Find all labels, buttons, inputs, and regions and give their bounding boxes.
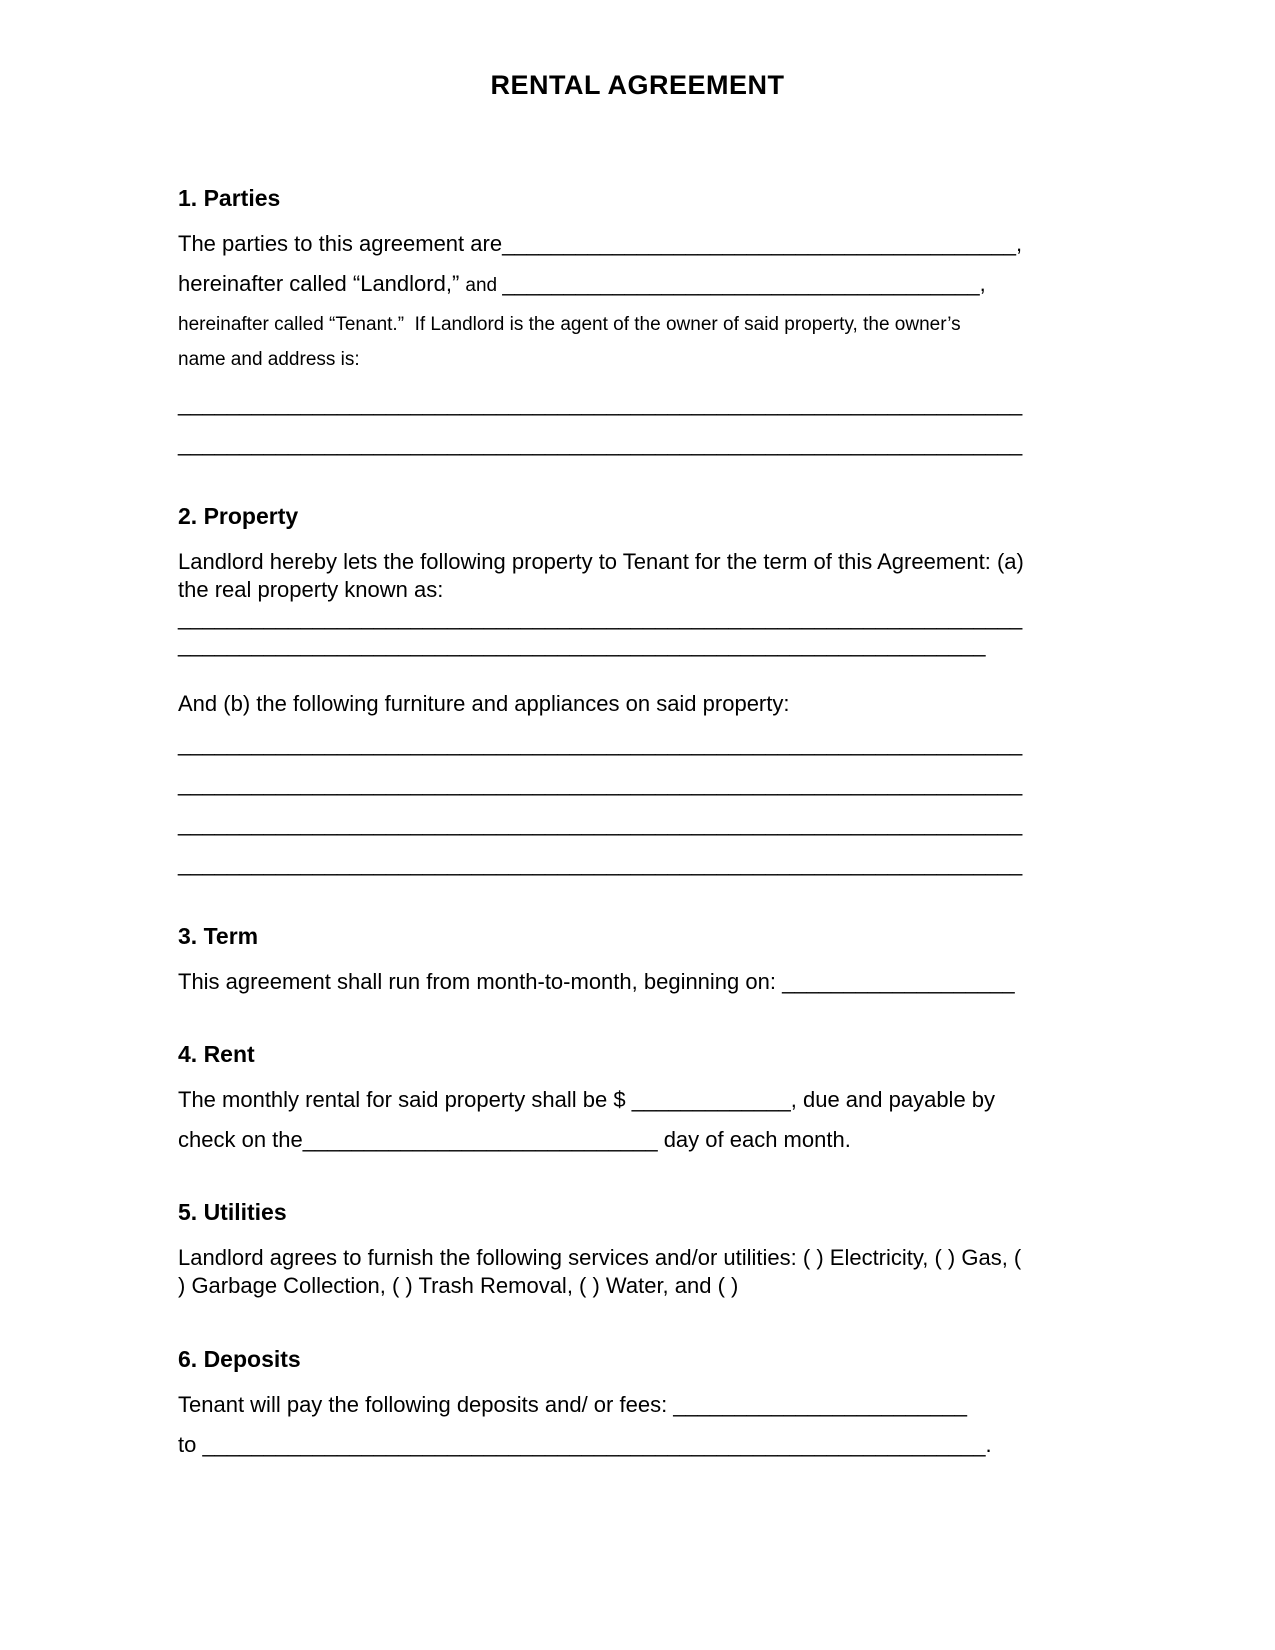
text-segment: And (b) the following furniture and appliances on said property:	[178, 691, 790, 716]
text-segment: hereinafter called “Tenant.” If Landlord is the agent of the owner of said property, the owner’s	[178, 314, 961, 335]
text-line	[178, 1126, 1026, 1153]
text-line	[178, 690, 1026, 717]
text-line	[178, 1431, 1026, 1458]
text-segment: day of each month.	[657, 1127, 851, 1152]
text-line	[178, 390, 1026, 417]
paragraph: Landlord agrees to furnish the following services and/or utilities: ( ) Electricity, ( ) Gas, ( ) Garbage Collection, ( ) Trash Removal, ( ) Water, and ( )	[178, 1245, 1022, 1298]
section-heading: 3. Term	[178, 923, 259, 949]
vertical-gap	[178, 658, 1026, 690]
blank-field: _____________________________________________________________________	[178, 605, 1023, 630]
blank-field: __________________________________________	[502, 231, 1016, 256]
blank-field: _____________________________________________________________________	[178, 391, 1023, 416]
section-property	[178, 503, 1026, 877]
text-line	[178, 347, 1026, 373]
text-segment: ,	[1015, 231, 1023, 256]
section-heading: 5. Utilities	[178, 1199, 287, 1225]
document-title: RENTAL AGREEMENT	[490, 70, 785, 100]
blank-field: _______________________________________	[502, 271, 980, 296]
text-line	[178, 270, 1026, 299]
blank-field: __________________________________________________________________	[178, 632, 986, 657]
text-line	[178, 430, 1026, 457]
blank-field: _____________________________________________________________________	[178, 851, 1023, 876]
section-heading: 4. Rent	[178, 1041, 255, 1067]
section-heading: 6. Deposits	[178, 1346, 301, 1372]
text-segment: name and address is:	[178, 349, 360, 370]
blank-field: _____________________________	[302, 1127, 658, 1152]
text-segment: This agreement shall run from month-to-month, beginning on:	[178, 969, 783, 994]
section-heading: 2. Property	[178, 503, 299, 529]
blank-field: _____________	[631, 1087, 791, 1112]
blank-field: _____________________________________________________________________	[178, 731, 1023, 756]
vertical-gap	[178, 382, 1026, 390]
section-deposits	[178, 1346, 1026, 1458]
text-line	[178, 850, 1026, 877]
section-utilities	[178, 1199, 1026, 1300]
text-segment: hereinafter called “Landlord,”	[178, 271, 466, 296]
text-segment: The monthly rental for said property shall be $	[178, 1087, 632, 1112]
blank-field: ___________________	[782, 969, 1015, 994]
section-rent	[178, 1041, 1026, 1153]
paragraph: Landlord hereby lets the following property to Tenant for the term of this Agreement: (a) the real property known as:	[178, 549, 1024, 602]
text-segment: and	[465, 275, 503, 296]
blank-field: ________________________	[673, 1392, 967, 1417]
text-segment: Tenant will pay the following deposits and/ or fees:	[178, 1392, 674, 1417]
blank-field: _____________________________________________________________________	[178, 811, 1023, 836]
section-term	[178, 923, 1026, 995]
blank-field: ________________________________________________________________	[202, 1432, 986, 1457]
section-parties	[178, 185, 1026, 457]
text-line	[178, 1086, 1026, 1113]
text-line	[178, 631, 1026, 658]
text-segment: , due and payable by	[790, 1087, 996, 1112]
document-body	[178, 185, 1026, 1458]
text-line	[178, 604, 1026, 631]
text-line	[178, 810, 1026, 837]
text-line	[178, 770, 1026, 797]
text-line	[178, 1391, 1026, 1418]
text-segment: ,	[979, 271, 986, 296]
blank-field: _____________________________________________________________________	[178, 431, 1023, 456]
text-line	[178, 730, 1026, 757]
section-heading: 1. Parties	[178, 185, 281, 211]
text-segment: check on the	[178, 1127, 303, 1152]
text-segment: to	[178, 1432, 203, 1457]
text-line	[178, 312, 1026, 338]
text-line	[178, 968, 1026, 995]
text-segment: The parties to this agreement are	[178, 231, 503, 256]
blank-field: _____________________________________________________________________	[178, 771, 1023, 796]
text-line	[178, 230, 1026, 257]
text-segment: .	[985, 1432, 992, 1457]
